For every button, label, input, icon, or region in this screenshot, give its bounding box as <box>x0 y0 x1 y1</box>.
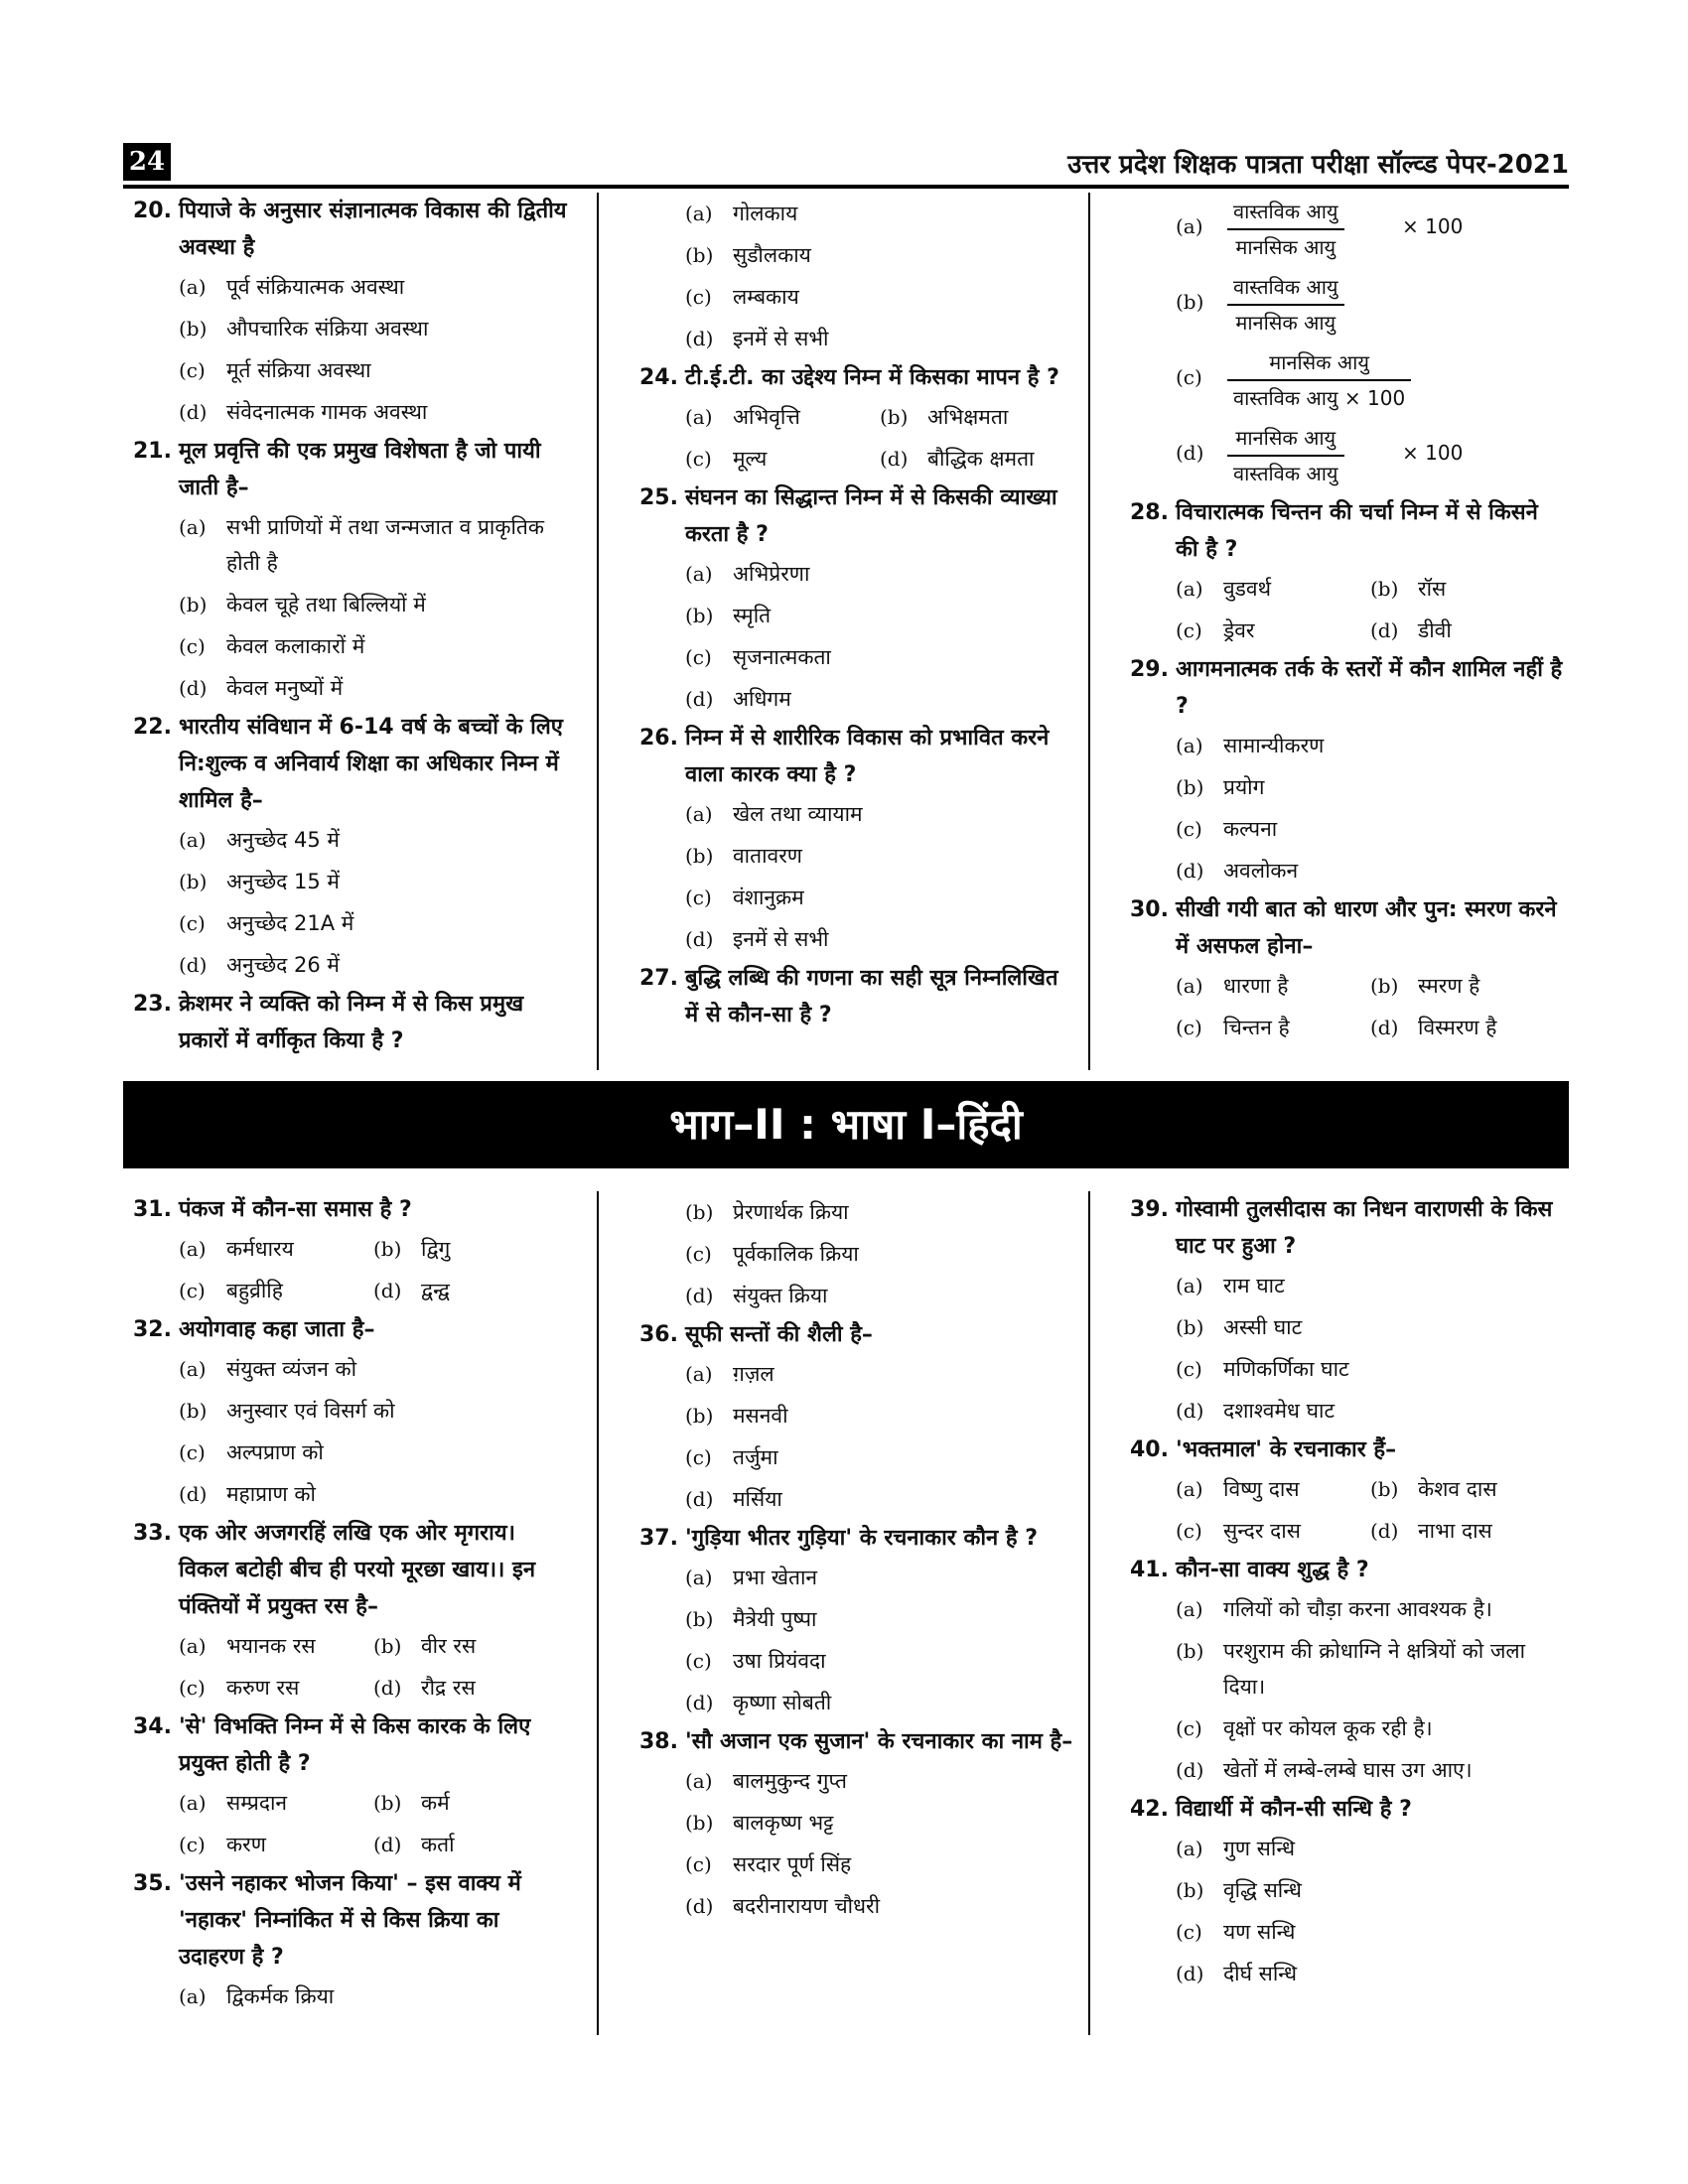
option: (a) सभी प्राणियों में तथा जन्मजात व प्राकृतिक होती है <box>179 515 545 575</box>
option-pair <box>1176 965 1567 1007</box>
option: (d) केवल मनुष्यों में <box>179 676 344 700</box>
option-pair <box>685 438 1076 479</box>
option: (a) संयुक्त व्यंजन को <box>179 1357 357 1381</box>
formula-option-c: (c) मानसिक आयु वास्तविक आयु × 100 <box>1176 343 1567 419</box>
option-pair <box>1176 1007 1567 1048</box>
section-banner: भाग–II : भाषा I–हिंदी <box>123 1081 1569 1168</box>
option: (a) अभिप्रेरणा <box>685 562 810 586</box>
fraction: वास्तविक आयु मानसिक आयु <box>1227 270 1344 340</box>
option: (b) प्रयोग <box>1176 775 1265 799</box>
option: (c) पूर्वकालिक क्रिया <box>685 1242 859 1266</box>
option: (d) नाभा दास <box>1370 1519 1492 1543</box>
option: (a) ग़ज़ल <box>685 1362 774 1386</box>
question-26: 26. निम्न में से शारीरिक विकास को प्रभावित करने वाला कारक क्या है ? <box>639 726 1050 787</box>
option: (b) वीर रस <box>373 1634 477 1658</box>
option: (c) उषा प्रियंवदा <box>685 1649 826 1673</box>
option: (d) इनमें से सभी <box>685 927 829 951</box>
page-header <box>123 139 1569 189</box>
question-33: 33. एक ओर अजगरहिं लखि एक ओर मृगराय। विकल बटोही बीच ही परयो मूरछा खाय।। इन पंक्तियों में प्रयुक्त रस है– <box>133 1521 536 1619</box>
question-22: 22. भारतीय संविधान में 6-14 वर्ष के बच्चों के लिए नि:शुल्क व अनिवार्य शिक्षा का अधिकार निम्न में शामिल है– <box>133 715 563 813</box>
option: (a) वुडवर्थ <box>1176 577 1272 601</box>
formula-option-b: (b) वास्तविक आयु मानसिक आयु <box>1176 268 1567 343</box>
column-1 <box>133 1191 570 2017</box>
column-3 <box>1130 193 1567 1048</box>
column-2 <box>639 1191 1076 1927</box>
option: (b) अस्सी घाट <box>1176 1315 1303 1339</box>
option: (b) बालकृष्ण भट्ट <box>685 1811 834 1835</box>
question-31: 31. पंकज में कौन-सा समास है ? <box>133 1197 412 1222</box>
page-number: 24 <box>123 143 171 181</box>
option: (c) बहुव्रीहि <box>179 1279 283 1302</box>
option: (d) अनुच्छेद 26 में <box>179 953 340 977</box>
section-part2 <box>123 1191 1569 2045</box>
option: (b) द्विगु <box>373 1237 451 1261</box>
option: (d) कृष्णा सोबती <box>685 1691 832 1714</box>
question-24: 24. टी.ई.टी. का उद्देश्य निम्न में किसका मापन है ? <box>639 365 1059 390</box>
option: (b) अनुच्छेद 15 में <box>179 870 340 893</box>
question-40: 40. 'भक्तमाल' के रचनाकार हैं– <box>1130 1437 1397 1462</box>
option: (c) यण सन्धि <box>1176 1920 1296 1944</box>
option: (a) राम घाट <box>1176 1274 1285 1297</box>
option: (a) गोलकाय <box>685 202 798 225</box>
column-2 <box>639 193 1076 1033</box>
option-pair <box>1176 1468 1567 1510</box>
option: (d) बौद्धिक क्षमता <box>880 447 1035 471</box>
option: (b) सुडौलकाय <box>685 243 811 267</box>
column-divider <box>1088 1191 1090 2035</box>
option: (c) मूर्त संक्रिया अवस्था <box>179 358 371 382</box>
option: (b) कर्म <box>373 1791 450 1815</box>
option: (d) डीवी <box>1370 618 1452 642</box>
option: (c) कल्पना <box>1176 817 1278 841</box>
fraction: मानसिक आयु वास्तविक आयु <box>1227 421 1344 490</box>
option: (c) लम्बकाय <box>685 285 799 309</box>
option: (a) धारणा है <box>1176 974 1289 998</box>
option: (c) वंशानुक्रम <box>685 886 804 909</box>
option: (c) वृक्षों पर कोयल कूक रही है। <box>1176 1716 1433 1740</box>
option: (a) अभिवृत्ति <box>685 405 800 429</box>
option-pair <box>1176 1510 1567 1552</box>
question-32: 32. अयोगवाह कहा जाता है– <box>133 1317 375 1342</box>
option: (a) सम्प्रदान <box>179 1791 288 1815</box>
question-35: 35. 'उसने नहाकर भोजन किया' – इस वाक्य में 'नहाकर' निम्नांकित में से किस क्रिया का उदाहरण है ? <box>133 1871 521 1970</box>
option-pair <box>179 1824 570 1865</box>
option: (d) विस्मरण है <box>1370 1016 1497 1039</box>
option-pair <box>179 1782 570 1824</box>
option: (a) गलियों को चौड़ा करना आवश्यक है। <box>1176 1597 1492 1621</box>
column-3 <box>1130 1191 1567 1994</box>
question-34: 34. 'से' विभक्ति निम्न में से किस कारक के लिए प्रयुक्त होती है ? <box>133 1714 531 1776</box>
option: (d) दशाश्वमेध घाट <box>1176 1399 1336 1423</box>
option: (b) वृद्धि सन्धि <box>1176 1878 1302 1902</box>
option: (b) मैत्रेयी पुष्पा <box>685 1607 817 1631</box>
column-divider <box>597 193 599 1070</box>
option: (a) भयानक रस <box>179 1634 316 1658</box>
option: (b) अभिक्षमता <box>880 405 1009 429</box>
option: (b) परशुराम की क्रोधाग्नि ने क्षत्रियों को जला दिया। <box>1176 1639 1526 1699</box>
option: (c) मणिकर्णिका घाट <box>1176 1357 1349 1381</box>
question-42: 42. विद्यार्थी में कौन-सी सन्धि है ? <box>1130 1797 1412 1822</box>
option: (c) केवल कलाकारों में <box>179 634 365 658</box>
option: (a) कर्मधारय <box>179 1237 294 1261</box>
option: (d) रौद्र रस <box>373 1676 476 1700</box>
option: (a) अनुच्छेद 45 में <box>179 828 340 852</box>
option: (b) केवल चूहे तथा बिल्लियों में <box>179 593 426 616</box>
option: (c) मूल्य <box>685 447 768 471</box>
formula-option-a: (a) वास्तविक आयु मानसिक आयु × 100 <box>1176 193 1567 268</box>
section-part1 <box>123 193 1569 1076</box>
question-30: 30. सीखी गयी बात को धारण और पुन: स्मरण करने में असफल होना– <box>1130 897 1557 959</box>
option: (c) अल्पप्राण को <box>179 1440 324 1464</box>
question-36: 36. सूफी सन्तों की शैली है– <box>639 1322 873 1347</box>
question-29: 29. आगमनात्मक तर्क के स्तरों में कौन शामिल नहीं है ? <box>1130 657 1563 719</box>
question-20: 20. पियाजे के अनुसार संज्ञानात्मक विकास की द्वितीय अवस्था है <box>133 199 567 260</box>
option: (c) अनुच्छेद 21A में <box>179 911 354 935</box>
option: (b) प्रेरणार्थक क्रिया <box>685 1200 849 1224</box>
option: (a) प्रभा खेतान <box>685 1566 818 1589</box>
option: (a) सामान्यीकरण <box>1176 734 1325 757</box>
fraction: मानसिक आयु वास्तविक आयु × 100 <box>1227 345 1411 415</box>
option: (b) वातावरण <box>685 844 802 868</box>
option: (a) विष्णु दास <box>1176 1477 1300 1501</box>
option: (d) इनमें से सभी <box>685 327 829 350</box>
question-39: 39. गोस्वामी तुलसीदास का निधन वाराणसी के किस घाट पर हुआ ? <box>1130 1197 1553 1259</box>
fraction: वास्तविक आयु मानसिक आयु <box>1227 195 1344 264</box>
question-23: 23. क्रेशमर ने व्यक्ति को निम्न में से किस प्रमुख प्रकारों में वर्गीकृत किया है ? <box>133 992 524 1053</box>
option-pair <box>179 1667 570 1708</box>
question-37: 37. 'गुड़िया भीतर गुड़िया' के रचनाकार कौन है ? <box>639 1526 1039 1551</box>
option: (b) रॉस <box>1370 577 1447 601</box>
option: (d) मर्सिया <box>685 1487 782 1511</box>
option: (d) अवलोकन <box>1176 859 1299 883</box>
option: (b) औपचारिक संक्रिया अवस्था <box>179 317 429 341</box>
option: (d) संयुक्त क्रिया <box>685 1284 828 1307</box>
option-pair <box>179 1270 570 1311</box>
option: (c) सरदार पूर्ण सिंह <box>685 1852 852 1876</box>
option: (d) बदरीनारायण चौधरी <box>685 1894 881 1918</box>
option: (c) चिन्तन है <box>1176 1016 1290 1039</box>
question-41: 41. कौन-सा वाक्य शुद्ध है ? <box>1130 1558 1369 1582</box>
question-27: 27. बुद्धि लब्धि की गणना का सही सूत्र निम्नलिखित में से कौन-सा है ? <box>639 966 1058 1027</box>
option: (b) केशव दास <box>1370 1477 1497 1501</box>
question-28: 28. विचारात्मक चिन्तन की चर्चा निम्न में से किसने की है ? <box>1130 500 1538 562</box>
option: (c) सृजनात्मकता <box>685 645 831 669</box>
question-38: 38. 'सौ अजान एक सुजान' के रचनाकार का नाम है– <box>639 1729 1073 1754</box>
option: (a) गुण सन्धि <box>1176 1837 1296 1860</box>
column-divider <box>597 1191 599 2035</box>
option: (c) करुण रस <box>179 1676 300 1700</box>
option: (d) दीर्घ सन्धि <box>1176 1962 1298 1985</box>
option: (b) स्मरण है <box>1370 974 1480 998</box>
option: (a) द्विकर्मक क्रिया <box>179 1984 335 2008</box>
option: (c) तर्जुमा <box>685 1445 778 1469</box>
question-21: 21. मूल प्रवृत्ति की एक प्रमुख विशेषता है जो पायी जाती है– <box>133 439 541 500</box>
option: (d) खेतों में लम्बे-लम्बे घास उग आए। <box>1176 1758 1473 1782</box>
option: (d) संवेदनात्मक गामक अवस्था <box>179 400 428 424</box>
option-pair <box>179 1625 570 1667</box>
question-25: 25. संघनन का सिद्धान्त निम्न में से किसकी व्याख्या करता है ? <box>639 485 1057 547</box>
option: (c) सुन्दर दास <box>1176 1519 1301 1543</box>
option-pair <box>1176 610 1567 651</box>
option: (c) ड्रेवर <box>1176 618 1255 642</box>
option: (d) कर्ता <box>373 1833 455 1856</box>
formula-option-d: (d) मानसिक आयु वास्तविक आयु × 100 <box>1176 419 1567 494</box>
option: (d) महाप्राण को <box>179 1482 316 1506</box>
option: (a) बालमुकुन्द गुप्त <box>685 1769 847 1793</box>
column-divider <box>1088 193 1090 1070</box>
option-pair <box>685 396 1076 438</box>
option: (d) अधिगम <box>685 687 791 711</box>
running-title: उत्तर प्रदेश शिक्षक पात्रता परीक्षा सॉल्व्ड पेपर-2021 <box>1067 150 1569 180</box>
option: (b) मसनवी <box>685 1404 788 1428</box>
column-1 <box>133 193 570 1059</box>
option: (b) स्मृति <box>685 604 772 627</box>
option-pair <box>179 1228 570 1270</box>
option: (b) अनुस्वार एवं विसर्ग को <box>179 1399 395 1423</box>
option: (d) द्वन्द्व <box>373 1279 450 1302</box>
option: (c) करण <box>179 1833 266 1856</box>
option-pair <box>1176 568 1567 610</box>
option: (a) पूर्व संक्रियात्मक अवस्था <box>179 275 405 299</box>
option: (a) खेल तथा व्यायाम <box>685 802 863 826</box>
